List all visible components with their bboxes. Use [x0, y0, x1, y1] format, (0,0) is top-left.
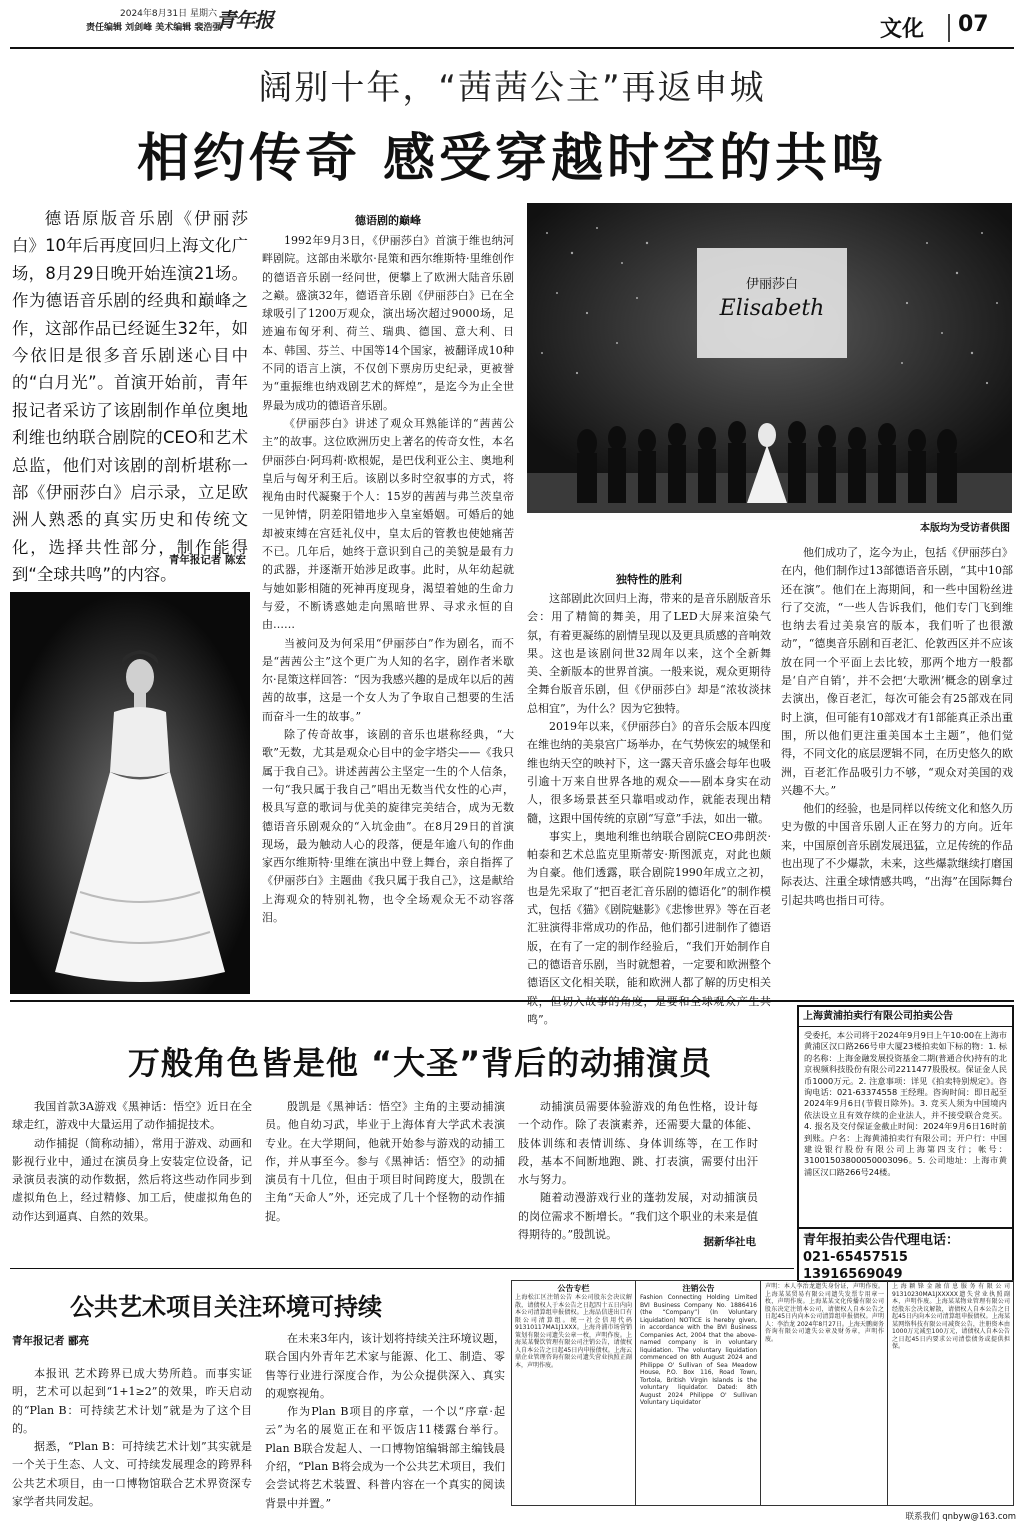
notice-col-1-text: 上海松江区注销公告 本公司股东会决议解散，请债权人于本公告之日起四十五日内向本公司清算组申报债权。上海品信进出口有限公司清算组。统一社会信用代码91310117MA1J1XXX。上海舟浦市场营销策划有限公司遗失公章一枚，声明作废。上海某某餐饮管理有限公司注销公告，请债权人自本公告之日起45日内申报债权。上海云鼎企业管理咨询有限公司遗失营业执照正副本，声明作废。 [515, 1294, 632, 1369]
paragraph: 除了传奇故事，该剧的音乐也堪称经典，“大歌”无数，尤其是观众心目中的金字塔尖——《我只属于我自己》。讲述茜茜公主坚定一生的个人信条，一句“我只属于我自己”唱出无数当代女性的心声，极具写意的歌词与优美的旋律完美结合，成为无数德语音乐剧观众的“入坑金曲”。在8月29日的首演现场，最为触动人心的段落，便是年逾八旬的作曲家西尔维斯特·里维在演出中登上舞台，亲自指挥了《伊丽莎白》主题曲《我只属于我自己》，这是献给上海观众的特别礼物，也令全场观众无不动容落泪。 [262, 728, 514, 924]
paragraph: 殷凯是《黑神话：悟空》主角的主要动捕演员。他自幼习武，毕业于上海体育大学武术表演专业。在大学期间，他就开始参与游戏的动捕工作，并从事至今。参与《黑神话：悟空》的动捕演员有十几位，但由于项目时间跨度大，殷凯在主角“天命人”外，还完成了几十个怪物的动作捕捉。 [265, 1100, 505, 1223]
section-2-body-a [527, 590, 771, 1026]
article-2-byline: 据新华社电 [703, 1236, 756, 1248]
svg-text:伊丽莎白: 伊丽莎白 [745, 277, 799, 292]
elisabeth-portrait-photo [10, 592, 250, 994]
newspaper-logo: 青年报 [216, 8, 273, 32]
page-number: 07 [958, 12, 989, 37]
notice-col-3 [762, 1281, 888, 1505]
article-subtitle: 阔别十年，“茜茜公主”再返申城 [258, 68, 766, 108]
paragraph: 这部剧此次回归上海，带来的是音乐剧版音乐会：用了精简的舞美，用了LED大屏来渲染气氛，有着更凝练的剧情呈现以及更具质感的音响效果。这也是该剧问世32周年以来，这个全新舞美、全新版本的世界首演。一般来说，观众更期待全舞台版音乐剧，但《伊丽莎白》却是“浓妆淡抹总相宜”，为什么？因为它独特。 [527, 592, 771, 715]
classified-notices [511, 1280, 1014, 1506]
auction-notice-body: 受委托，本公司将于2024年9月9日上午10:00在上海市黄浦区汉口路266号申大厦23楼拍卖如下标的物：1. 标的名称：上海金融发展投资基金二期(普通合伙)持有的北京视频科技股份有限公司2211477股股权。保证金人民币1000万元。2. 注意事项：详见《拍卖特别规定》。咨询电话：021-63374558 王经理。咨询时间：即日起至2024年9月6日(节假日除外)。3. 竞买人须为中国境内依法设立且有效存续的企业法人，并不接受联合竞买。4. 报名及交付保证金截止时间：2024年9月6日16时前到账。户名：上海黄浦拍卖行有限公司；开户行：中国建设银行股份有限公司上海第四支行；帐号：31001503800050003096。5. 公司地址：上海市黄浦区汉口路266号24楼。 [804, 1030, 1007, 1177]
auction-agency-title: 青年报拍卖公告代理电话： [799, 1227, 1012, 1249]
article-3-headline: 公共艺术项目关注环境可持续 [70, 1293, 382, 1321]
paragraph: 2019年以来，《伊丽莎白》的音乐会版本四度在维也纳的美泉宫广场举办，在气势恢宏的城堡和维也纳天空的映衬下，这一露天音乐盛会每年也吸引逾十万来自世界各地的观众——剧本身实在动人，很多场景甚至只靠唱或动作，就能表现出精髓，这跟中国传统的京剧“写意”手法，如出一辙。 [527, 720, 771, 825]
cast-group-photo [527, 203, 1012, 513]
notice-col-2-text: Fashion Connecting Holding Limited BVI Business Company No. 1886416 (the “Company”) (In Voluntary Liquidation) NOTICE is hereby given, in accordance with the BVI Business Companies Act, 2004 that the above-named company is in voluntary liquidation. The voluntary liquidation commenced on 8th August 2024 and Philippe O' Sullivan of Sea Meadow House, P.O. Box 116, Road Town, Tortola, British Virgin Islands is the voluntary liquidator. Dated: 8th August 2024 Philippe O' Sullivan Voluntary Liquidator [640, 1294, 757, 1406]
auction-notice-title: 上海黄浦拍卖行有限公司拍卖公告 [799, 1007, 1012, 1027]
header-date: 2024年8月31日 星期六 [120, 9, 217, 19]
notice-col-1-title: 公告专栏 [557, 1284, 590, 1293]
paragraph: 1992年9月3日，《伊丽莎白》首演于维也纳河畔剧院。这部由米歇尔·昆策和西尔维斯特·里维创作的德语音乐剧一经问世，便攀上了欧洲大陆音乐剧之巅。盛演32年，德语音乐剧《伊丽莎白》已在全球吸引了1200万观众，演出场次超过9000场，足迹遍布匈牙利、荷兰、瑞典、德国、意大利、日本、韩国、芬兰、中国等14个国家，被翻译成10种不同的语言上演，不仅创下票房历史纪录，更被誉为“重振维也纳戏剧艺术的辉煌”，是迄今为止全世界最为成功的德语音乐剧。 [262, 234, 514, 412]
paragraph: 《伊丽莎白》讲述了观众耳熟能详的“茜茜公主”的故事。这位欧洲历史上著名的传奇女性，本名伊丽莎白·阿玛莉·欧根妮，是巴伐利亚公主、奥地利皇后与匈牙利王后。该剧以多时空叙事的方式，将视角由时代凝聚于个人：15岁的茜茜与弗兰茨皇帝一见钟情，阴差阳错地步入皇室婚姻。可婚后的她却被束缚在宫廷礼仪中，皇太后的管教也使她痛苦不已。几年后，她终于意识到自己的美貌是最有力的武器，并逐渐开始涉足政事。此时，从年幼起就与她如影相随的死神再度现身，渴望着她的生命力与爱，不断诱惑她走向黑暗世界、寻求永恒的自由…… [262, 416, 514, 632]
paragraph: 他们成功了，迄今为止，包括《伊丽莎白》在内，他们制作过13部德语音乐剧，“其中10部还在演”。他们在上海期间，和一些中国粉丝进行了交流，“一些人告诉我们，他们专门飞到维也纳去看过美泉宫的版本，我们听了也很激动”，“德奥音乐剧和百老汇、伦敦西区并不应该放在同一个平面上去比较，那两个地方一般都是‘自产自销’，并不会把‘大歌洲’概念的剧拿过去演出，像百老汇，每次可能会有25部戏在同时上演，但可能有10部戏才有1部能真正杀出重围，所以他们更注重美国本土主题”，他们觉得，不同文化的底层逻辑不同，在历史悠久的欧洲，百老汇作品吸引力不够，“观众对美国的戏兴趣不大。” [781, 546, 1013, 797]
article-3-col-1 [12, 1365, 252, 1515]
photo-credit: 本版均为受访者供图 [920, 523, 1010, 534]
notice-col-4 [889, 1281, 1013, 1505]
paragraph: 事实上，奥地利维也纳联合剧院CEO弗朗茨·帕泰和艺术总监克里斯蒂安·斯图派克，对此也颇为自豪。他们透露，联合剧院1990年成立之初，也是先采取了“把百老汇音乐剧的德语化”的制作模式，包括《猫》《剧院魅影》《悲惨世界》等在百老汇驻演得非常成功的作品，他们都引进制作了德语版，在有了一定的制作经验后，“我们开始制作自己的德语音乐剧，当时就想着，一定要和欧洲整个德语区文化相关联，能和欧洲人都了解的历史相关 鸣”。 [527, 829, 771, 1026]
concert-stage-image [527, 203, 1012, 513]
paragraph: 他们的经验，也是同样以传统文化和悠久历史为傲的中国音乐剧人正在努力的方向。近年来，中国原创音乐剧发展迅猛，立足传统的作品也出现了不少爆款，未来，这些爆款继续打磨国际表达、注重全球情感共鸣，“出海”在国际舞台引起共鸣也指日可待。 [781, 802, 1013, 907]
paragraph: 动作捕捉（简称动捕），常用于游戏、动画和影视行业中，通过在演员身上安装定位设备，记录演员表演的动作数据，然后将这些动作同步到虚拟角色上，经过精修、加工后，使虚拟角色的动作达到逼真、自然的效果。 [12, 1136, 252, 1223]
notice-col-4-text: 上海颖锋金融信息服务有限公司91310230MA1JXXXXX遗失营业执照副本，声明作废。上海某某物业管理有限公司经股东会决议解散，请债权人自本公告之日起45日内向本公司清算组申报债权。上海某某网络科技有限公司减资公告，注册资本由1000万元减至100万元，请债权人自本公告之日起45日内要求公司清偿债务或提供担保。 [892, 1283, 1010, 1350]
article-3-byline: 青年报记者 郦亮 [12, 1335, 90, 1347]
notice-col-2 [637, 1281, 761, 1505]
article-divider [10, 1000, 1014, 1002]
article-2-col-1 [12, 1098, 252, 1238]
article-divider [10, 1268, 794, 1269]
footer-contact: 联系我们 qnbyw@163.com [905, 1512, 1016, 1522]
auction-notice-box [797, 1005, 1014, 1282]
article-byline: 青年报记者 陈宏 [168, 554, 246, 566]
section-1-body [262, 232, 514, 1022]
auction-agency-phones: 021-65457515 13916569049 [803, 1250, 908, 1282]
notice-col-3-text: 声明：本人李治龙遗失身份证，声明作废。上海某某贸易有限公司遗失发票专用章一枚，声明作废。上海某某文化传播有限公司股东决定注销本公司，请债权人自本公告之日起45日内向本公司清算组申报债权。声明人：李治龙 2024年8月27日。上海天鹏商务咨询有限公司遗失公章及财务章，声明作废。 [765, 1283, 884, 1343]
header-editors: 责任编辑 刘剑峰 美术编辑 裴浩强 [86, 23, 222, 33]
article-headline: 相约传奇 感受穿越时空的共鸣 [136, 129, 888, 189]
section-name: 文化 [880, 17, 925, 42]
header-divider [948, 14, 950, 42]
article-2-col-2 [265, 1098, 505, 1258]
paragraph: 本报讯 艺术跨界已成大势所趋。而事实证明，艺术可以起到“1+1≥2”的效果，昨天启动的“Plan B：可持续艺术计划”就是为了这个目的。 [12, 1367, 252, 1435]
paragraph: 据悉，“Plan B：可持续艺术计划”其实就是一个关于生态、人文、可持续发展理念的跨界科公共艺术项目，由一口博物馆联合艺术界资深专家学者共同发起。 [12, 1440, 252, 1509]
paragraph: 随着动漫游戏行业的蓬勃发展，对动捕演员的岗位需求不断增长。“我们这个职业的未来是值得期待的。”殷凯说。 [518, 1191, 758, 1242]
section-2-body-b [781, 544, 1013, 990]
paragraph: 在未来3年内，该计划将持续关注环境议题，联合国内外青年艺术家与能源、化工、制造、零售等行业进行深度合作，为公众提供深入、真实的观察视角。 [265, 1332, 505, 1400]
article-2-headline: 万般角色皆是他 “大圣”背后的动捕演员 [127, 1044, 713, 1082]
article-lead: 德语原版音乐剧《伊丽莎白》10年后再度回归上海文化广场，8月29日晚开始连演21场。作为德语音乐剧的经典和巅峰之作，这部作品已经诞生32年，如今依旧是很多音乐剧迷心目中的“白月光”。首演开始前，青年报记者采访了该剧制作单位奥地利维也纳联合剧院的CEO和艺术总监，他们对该剧的剖析堪称一部《伊丽莎白》启示录，立足欧洲人熟悉的真实历史和传统文化，选择共性部分，制作能得到“全球共鸣”的内容。 [12, 209, 248, 585]
article-3-col-2 [265, 1330, 505, 1515]
section-title-1: 德语剧的巅峰 [355, 214, 421, 227]
header-rule [10, 47, 1014, 49]
paragraph: 作为Plan B项目的序章，一个以“序章·起云”为名的展览正在和平饭店11楼露台举行。Plan B联合发起人、一口博物馆编辑部主编钱晨介绍，“Plan B将会成为一个公共艺术项目，我们会尝试将艺术装置、科普内容在一个真实的阅读背景中并置。” [265, 1405, 505, 1510]
notice-col-1 [512, 1281, 636, 1505]
section-title-2: 独特性的胜利 [616, 573, 682, 586]
svg-text:Elisabeth: Elisabeth [719, 296, 825, 321]
paragraph: 动捕演员需要体验游戏的角色性格，设计每一个动作。除了表演素养，还需要大量的体能、肢体训练和表情训练、身体训练等，在工作时段，基本不间断地跑、跳、打表演，需要付出汗水与努力。 [518, 1100, 758, 1187]
notice-col-2-title: 注销公告 [682, 1284, 715, 1293]
actress-in-gown-image [10, 592, 250, 994]
paragraph: 我国首款3A游戏《黑神话：悟空》近日在全球走红，游戏中大量运用了动作捕捉技术。 [12, 1100, 252, 1132]
paragraph: 当被问及为何采用“伊丽莎白”作为剧名，而不是“茜茜公主”这个更广为人知的名字，剧作者米歇尔·昆策这样回答：“因为我感兴趣的是成年以后的茜茜的故事，这是一个女人为了争取自己想要的生活而奋斗一生的故事。” [262, 636, 514, 723]
